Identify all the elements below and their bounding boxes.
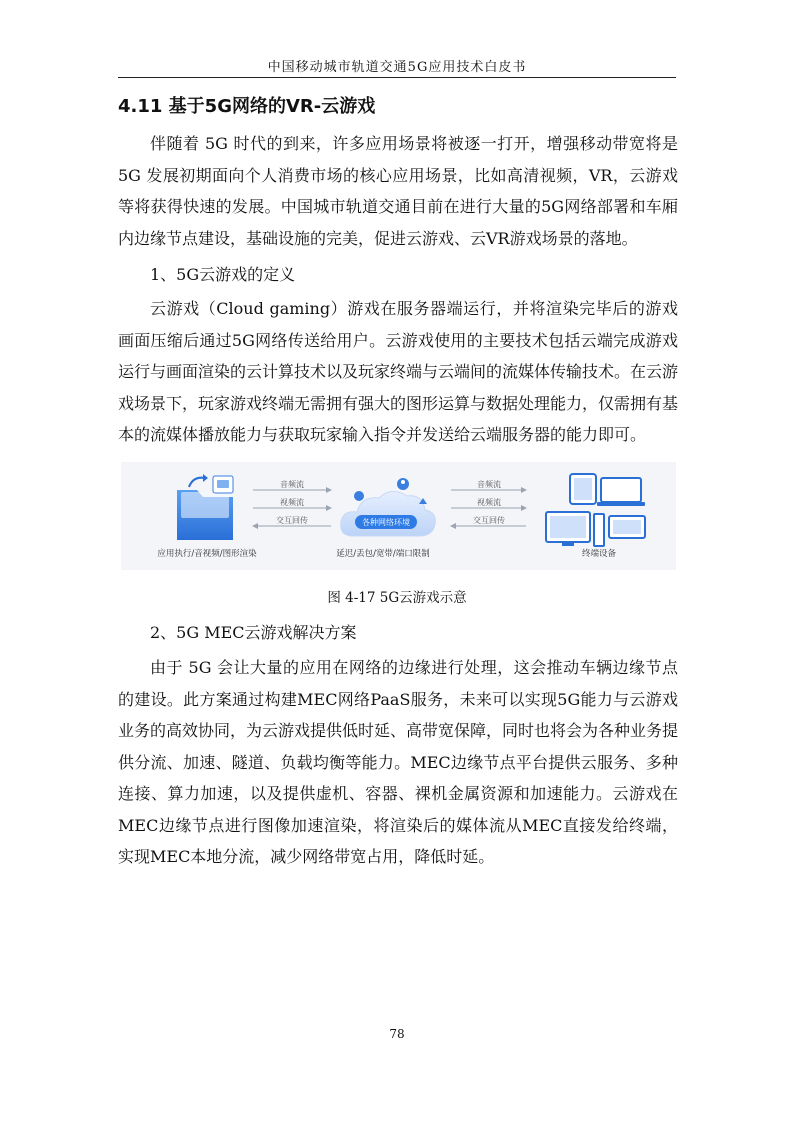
terminal-devices-icon bbox=[546, 474, 645, 546]
server-folder-icon bbox=[177, 476, 233, 540]
paragraph-solution: 由于 5G 会让大量的应用在网络的边缘进行处理，这会推动车辆边缘节点的建设。此方案通过构建MEC网络PaaS服务，未来可以实现5G能力与云游戏业务的高效协同，为云游戏提供低时延、高带宽保障，同时也将会为各种业务提供分流、加速、隧道、负载均衡等能力。MEC边缘节点平台提供云服务、多种连接、算力加速，以及提供虚机、容器、裸机金属资源和加速能力。云游戏在MEC边缘节点进行图像加速渲染，将渲染后的媒体流从MEC直接发给终端，实现MEC本地分流，减少网络带宽占用，降低时延。 bbox=[118, 658, 679, 866]
right-arrow-label-video: 视频流 bbox=[477, 498, 501, 507]
left-arrow-label-interaction: 交互回传 bbox=[276, 516, 308, 525]
right-arrow-label-interaction: 交互回传 bbox=[473, 516, 505, 525]
section-title: 4.11 基于5G网络的VR-云游戏 bbox=[118, 96, 376, 117]
cloud-gaming-diagram bbox=[121, 462, 676, 570]
share-arrow-icon bbox=[189, 474, 208, 487]
figure-caption: 图 4-17 5G云游戏示意 bbox=[327, 590, 467, 606]
page-number: 78 bbox=[389, 1027, 405, 1041]
cloud-label: 各种网络环境 bbox=[362, 518, 410, 527]
paragraph-intro: 伴随着 5G 时代的到来，许多应用场景将被逐一打开，增强移动带宽将是5G 发展初期面向个人消费市场的核心应用场景，比如高清视频，VR，云游戏等将获得快速的发展。中国城市轨道交通目前在进行大量的5G网络部署和车厢内边缘节点建设，基础设施的完美，促进云游戏、云VR游戏场景的落地。 bbox=[118, 134, 678, 248]
label-server: 应用执行/音视频/图形渲染 bbox=[157, 549, 257, 559]
label-terminal: 终端设备 bbox=[581, 549, 617, 559]
left-arrows bbox=[253, 479, 331, 526]
right-arrows bbox=[451, 479, 526, 526]
left-arrow-label-video: 视频流 bbox=[280, 498, 304, 507]
label-network: 延迟/丢包/宽带/端口限制 bbox=[336, 549, 430, 559]
left-arrow-label-audio: 音频流 bbox=[280, 480, 304, 489]
header-divider bbox=[118, 77, 676, 78]
paragraph-definition: 云游戏（Cloud gaming）游戏在服务器端运行，并将渲染完毕后的游戏画面压缩后通过5G网络传送给用户。云游戏使用的主要技术包括云端完成游戏运行与画面渲染的云计算技术以及玩家终端与云端间的流媒体传输技术。在云游戏场景下，玩家游戏终端无需拥有强大的图形运算与数据处理能力，仅需拥有基本的流媒体播放能力与获取玩家输入指令并发送给云端服务器的能力即可。 bbox=[118, 299, 679, 444]
running-header: 中国移动城市轨道交通5G应用技术白皮书 bbox=[267, 60, 527, 75]
diagram-canvas bbox=[121, 462, 676, 570]
subhead-solution: 2、5G MEC云游戏解决方案 bbox=[150, 623, 357, 642]
subhead-definition: 1、5G云游戏的定义 bbox=[150, 265, 296, 284]
right-arrow-label-audio: 音频流 bbox=[477, 480, 501, 489]
